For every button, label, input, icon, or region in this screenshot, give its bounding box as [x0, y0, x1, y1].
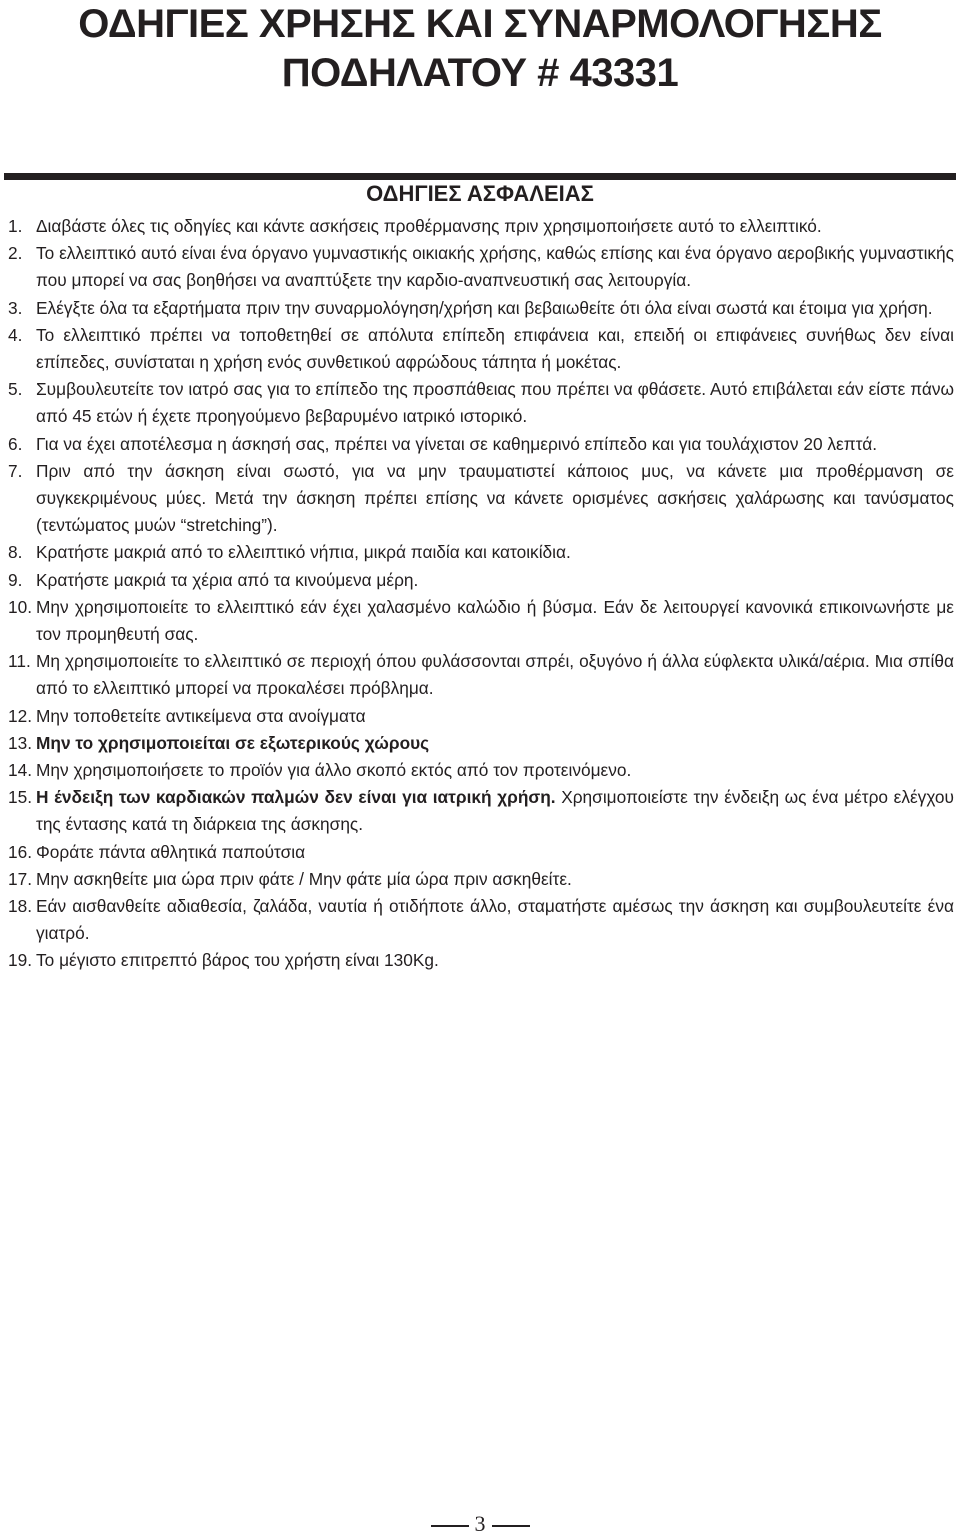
list-item-number: 7.: [8, 460, 23, 481]
list-item: [8, 567, 954, 594]
list-item-text: Το ελλειπτικό αυτό είναι ένα όργανο γυμναστικής οικιακής χρήσης, καθώς επίσης και ένα όργανο αεροβικής γυμναστικής που μπορεί να σας βοηθήσει να αναπτύξετε την καρδιο-αναπνευστική σας λειτουργία.: [36, 243, 954, 291]
list-item-text: Φοράτε πάντα αθλητικά παπούτσια: [36, 841, 306, 862]
list-item-number: 4.: [8, 324, 23, 345]
list-item: [8, 947, 954, 974]
list-item-text: Μην χρησιμοποιείτε το ελλειπτικό εάν έχει χαλασμένο καλώδιο ή βύσμα. Εάν δε λειτουργεί κανονικά επικοινωνήστε με τον προμηθευτή σας.: [36, 596, 954, 645]
list-item: [8, 594, 954, 648]
title-line-1: ΟΔΗΓΙΕΣ ΧΡΗΣΗΣ ΚΑΙ ΣΥΝΑΡΜΟΛΟΓΗΣΗΣ: [78, 2, 882, 46]
list-item-bold-text: Η ένδειξη των καρδιακών παλμών δεν είναι για ιατρική χρήση.: [36, 787, 556, 808]
list-item: [8, 866, 954, 893]
list-item-bold-text: Μην το χρησιμοποιείται σε εξωτερικούς χώρους: [36, 732, 430, 753]
list-item-text: Μην χρησιμοποιήσετε το προϊόν για άλλο σκοπό εκτός από τον προτεινόμενο.: [36, 760, 632, 781]
list-item-number: 5.: [8, 379, 23, 400]
list-item: [8, 839, 954, 866]
footer-dash-left: [431, 1525, 469, 1527]
list-item-number: 16.: [8, 841, 33, 862]
list-item-text: Μην τοποθετείτε αντικείμενα στα ανοίγματα: [36, 705, 366, 726]
list-item-text: Πριν από την άσκηση είναι σωστό, για να μην τραυματιστεί κάποιος μυς, να κάνετε μια προθέρμανση σε συγκεκριμένους μύες. Μετά την άσκηση πρέπει επίσης να κάνετε ορισμένες ασκήσεις χαλάρωσης και τανύσματος (τεντώματος μυών “stretching”).: [36, 460, 954, 536]
list-item: [8, 240, 954, 294]
list-item-number: 10.: [8, 596, 33, 617]
list-item: [8, 295, 954, 322]
list-item: [8, 431, 954, 458]
list-item-number: 17.: [8, 868, 33, 889]
list-item-text: Διαβάστε όλες τις οδηγίες και κάντε ασκήσεις προθέρμανσης πριν χρησιμοποιήσετε αυτό το ελλειπτικό.: [36, 216, 822, 236]
list-item: [8, 784, 954, 838]
list-item-text: Συμβουλευτείτε τον ιατρό σας για το επίπεδο της προσπάθειας που πρέπει να φθάσετε. Αυτό επιβάλεται εάν είστε πάνω από 45 ετών ή έχετε προηγούμενο βεβαρυμένο ιατρικό ιστορικό.: [36, 379, 954, 427]
list-item-number: 8.: [8, 542, 23, 563]
list-item: [8, 757, 954, 784]
safety-instructions-list: [8, 213, 954, 975]
list-item: [8, 539, 954, 566]
list-item-text: Ελέγξτε όλα τα εξαρτήματα πριν την συναρμολόγηση/χρήση και βεβαιωθείτε ότι όλα είναι σωστά και έτοιμα για χρήση.: [36, 297, 933, 318]
list-item-number: 19.: [8, 950, 33, 971]
list-item-number: 18.: [8, 896, 33, 917]
list-item-number: 12.: [8, 705, 33, 726]
list-item-number: 3.: [8, 297, 23, 318]
list-item: [8, 322, 954, 376]
list-item-number: 13.: [8, 732, 33, 753]
list-item-number: 14.: [8, 760, 33, 781]
document-title: [0, 0, 960, 98]
list-item-text: Για να έχει αποτέλεσμα η άσκησή σας, πρέπει να γίνεται σε καθημερινό επίπεδο και για τουλάχιστον 20 λεπτά.: [36, 433, 878, 454]
list-item-text: Κρατήστε μακριά από το ελλειπτικό νήπια, μικρά παιδία και κατοικίδια.: [36, 542, 571, 563]
list-item-number: 9.: [8, 569, 23, 590]
list-item: [8, 376, 954, 430]
list-item-text: Το μέγιστο επιτρεπτό βάρος του χρήστη είναι 130Kg.: [36, 950, 439, 971]
list-item-text: Χρησιμοποιείστε την ένδειξη ως ένα μέτρο ελέγχου της έντασης κατά τη διάρκεια της άσκησης.: [36, 787, 954, 835]
list-item: [8, 458, 954, 540]
list-item: [8, 648, 954, 702]
list-item-number: 2.: [8, 243, 23, 264]
page-number: 3: [474, 1511, 486, 1536]
title-line-2: ΠΟΔΗΛΑΤΟΥ # 43331: [281, 51, 679, 95]
list-item-number: 1.: [8, 216, 23, 236]
list-item-number: 6.: [8, 433, 23, 454]
list-item: [8, 703, 954, 730]
list-item-text: Μην ασκηθείτε μια ώρα πριν φάτε / Μην φάτε μία ώρα πριν ασκηθείτε.: [36, 868, 572, 889]
list-item: [8, 213, 954, 240]
list-item: [8, 893, 954, 947]
list-item: [8, 730, 954, 757]
list-item-text: Εάν αισθανθείτε αδιαθεσία, ζαλάδα, ναυτία ή οτιδήποτε άλλο, σταματήστε αμέσως την άσκηση και συμβουλευτείτε ένα γιατρό.: [36, 896, 954, 944]
safety-heading: ΟΔΗΓΙΕΣ ΑΣΦΑΛΕΙΑΣ: [366, 181, 594, 206]
footer-dash-right: [492, 1525, 530, 1527]
list-item-number: 11.: [8, 651, 31, 672]
list-item-text: Κρατήστε μακριά τα χέρια από τα κινούμενα μέρη.: [36, 569, 419, 590]
list-item-text: Το ελλειπτικό πρέπει να τοποθετηθεί σε απόλυτα επίπεδη επιφάνεια και, επειδή οι επιφάνειες συνήθως δεν είναι επίπεδες, συνίσταται η χρήση ενός συνθετικού αφρώδους τάπητα ή μοκέτας.: [36, 324, 954, 373]
list-item-text: Μη χρησιμοποιείτε το ελλειπτικό σε περιοχή όπου φυλάσσονται σπρέι, οξυγόνο ή άλλα εύφλεκτα υλικά/αέρια. Μια σπίθα από το ελλειπτικό μπορεί να προκαλέσει πρόβλημα.: [36, 651, 954, 699]
list-item-number: 15.: [8, 787, 33, 808]
page-footer: [0, 1512, 960, 1536]
